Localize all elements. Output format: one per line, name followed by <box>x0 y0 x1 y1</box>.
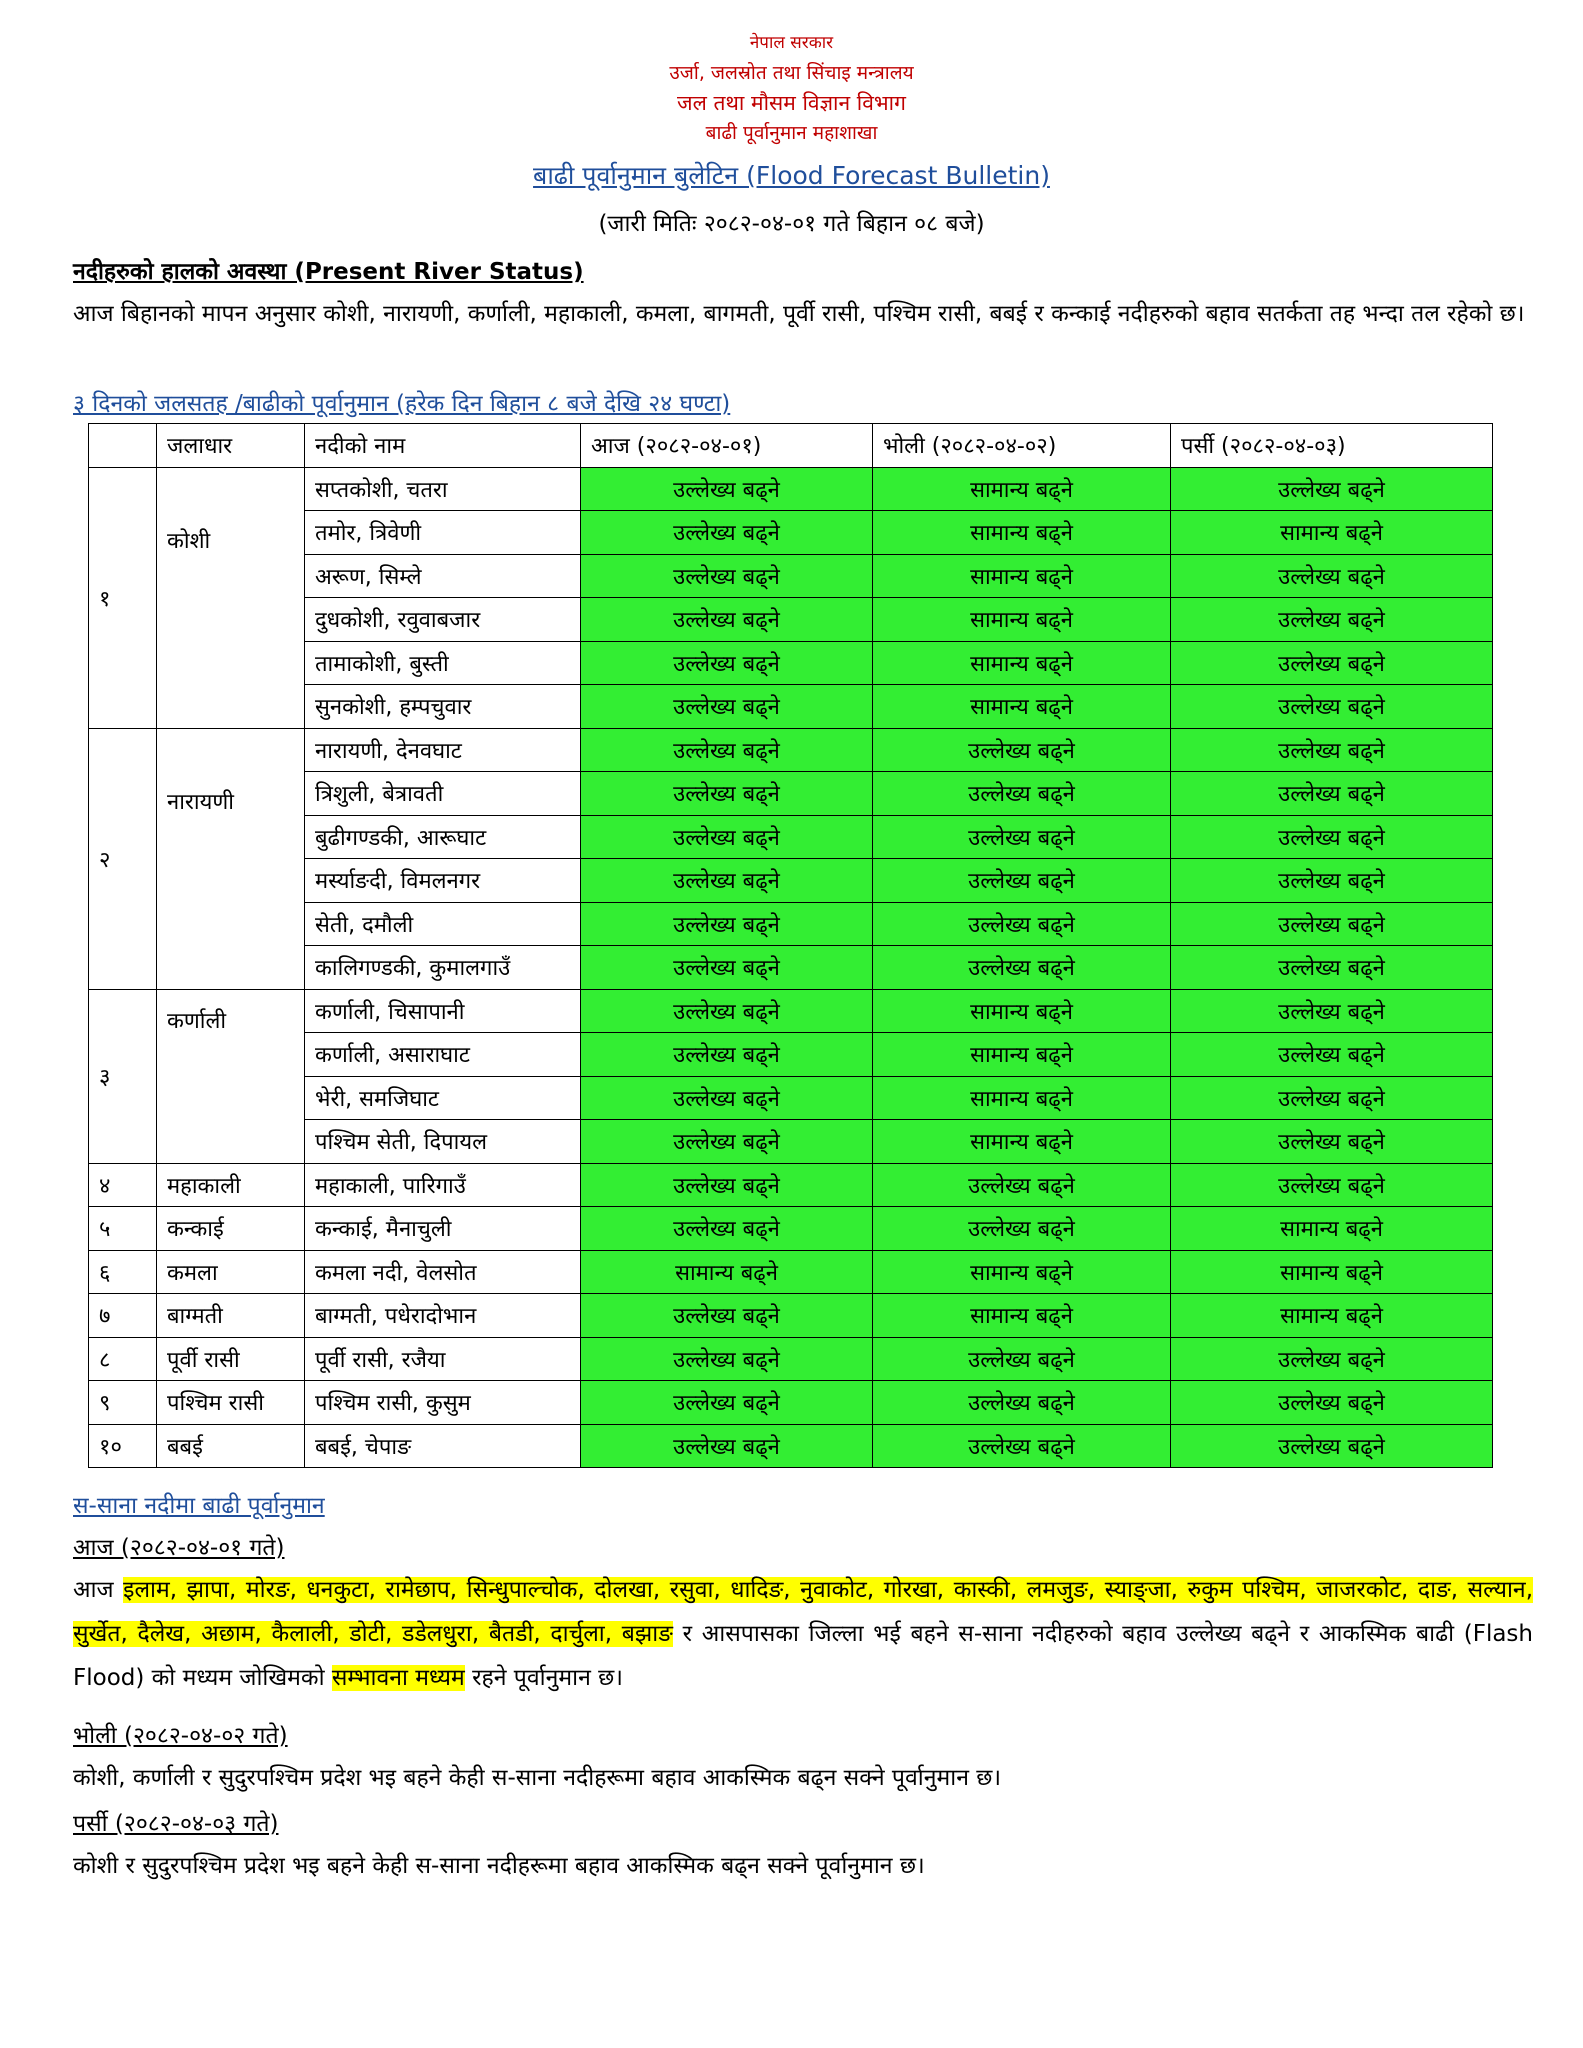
table-row <box>89 1381 1493 1425</box>
forecast-tomorrow: सामान्य बढ्ने <box>873 1076 1171 1120</box>
forecast-today: उल्लेख्य बढ्ने <box>581 728 873 772</box>
river-name: कन्काई, मैनाचुली <box>305 1207 581 1251</box>
basin-name: कन्काई <box>157 1207 305 1251</box>
basin-number: १ <box>89 467 157 728</box>
forecast-today: उल्लेख्य बढ्ने <box>581 1033 873 1077</box>
basin-number: ३ <box>89 989 157 1163</box>
basin-number: २ <box>89 728 157 989</box>
today-middle: र आसपासका जिल्ला भई बहने स-साना नदीहरुको बहाव उल्लेख्य बढ्ने र आकस्मिक बाढी (Flash Flood) को मध्यम जोखिमको <box>73 1621 1533 1691</box>
forecast-today: उल्लेख्य बढ्ने <box>581 554 873 598</box>
forecast-day-after: उल्लेख्य बढ्ने <box>1171 772 1493 816</box>
forecast-day-after: उल्लेख्य बढ्ने <box>1171 815 1493 859</box>
day-after-text: कोशी र सुदुरपश्चिम प्रदेश भइ बहने केही स-साना नदीहरूमा बहाव आकस्मिक बढ्न सक्ने पूर्वानुमान छ। <box>73 1853 925 1879</box>
forecast-today: उल्लेख्य बढ्ने <box>581 1163 873 1207</box>
forecast-today: उल्लेख्य बढ्ने <box>581 1120 873 1164</box>
forecast-tomorrow: सामान्य बढ्ने <box>873 641 1171 685</box>
river-name: पूर्वी रासी, रजैया <box>305 1337 581 1381</box>
forecast-tomorrow: उल्लेख्य बढ्ने <box>873 946 1171 990</box>
basin-name: कोशी <box>157 467 305 728</box>
river-name: नारायणी, देनवघाट <box>305 728 581 772</box>
forecast-tomorrow: उल्लेख्य बढ्ने <box>873 815 1171 859</box>
table-header-row <box>89 424 1493 468</box>
forecast-today: उल्लेख्य बढ्ने <box>581 511 873 555</box>
forecast-day-after: उल्लेख्य बढ्ने <box>1171 1033 1493 1077</box>
basin-number: ४ <box>89 1163 157 1207</box>
basin-number: १० <box>89 1424 157 1468</box>
river-name: त्रिशुली, बेत्रावती <box>305 772 581 816</box>
forecast-day-after: उल्लेख्य बढ्ने <box>1171 641 1493 685</box>
col-header-today: आज (२०८२-०४-०१) <box>581 424 873 468</box>
forecast-table <box>88 423 1493 1468</box>
forecast-today: उल्लेख्य बढ्ने <box>581 946 873 990</box>
basin-name: पूर्वी रासी <box>157 1337 305 1381</box>
letterhead <box>0 28 1583 148</box>
day-after-label: पर्सी (२०८२-०४-०३ गते) <box>73 1811 279 1837</box>
government-name: नेपाल सरकार <box>749 33 834 53</box>
forecast-tomorrow: उल्लेख्य बढ्ने <box>873 728 1171 772</box>
small-rivers-heading: स-साना नदीमा बाढी पूर्वानुमान <box>73 1493 325 1519</box>
forecast-heading: ३ दिनको जलसतह /बाढीको पूर्वानुमान (हरेक दिन बिहान ८ बजे देखि २४ घण्टा) <box>73 391 731 417</box>
forecast-day-after: उल्लेख्य बढ्ने <box>1171 554 1493 598</box>
forecast-tomorrow: उल्लेख्य बढ्ने <box>873 772 1171 816</box>
today-label: आज (२०८२-०४-०१ गते) <box>73 1535 285 1561</box>
tomorrow-label: भोली (२०८२-०४-०२ गते) <box>73 1723 288 1749</box>
river-name: तमोर, त्रिवेणी <box>305 511 581 555</box>
forecast-day-after: उल्लेख्य बढ्ने <box>1171 685 1493 729</box>
river-name: पश्चिम रासी, कुसुम <box>305 1381 581 1425</box>
basin-number: ७ <box>89 1294 157 1338</box>
river-name: कर्णाली, चिसापानी <box>305 989 581 1033</box>
forecast-today: उल्लेख्य बढ्ने <box>581 1294 873 1338</box>
table-row <box>89 728 1493 772</box>
forecast-tomorrow: सामान्य बढ्ने <box>873 1120 1171 1164</box>
forecast-day-after: उल्लेख्य बढ्ने <box>1171 1076 1493 1120</box>
river-name: बुढीगण्डकी, आरूघाट <box>305 815 581 859</box>
bulletin-title <box>0 158 1583 192</box>
forecast-tomorrow: सामान्य बढ्ने <box>873 989 1171 1033</box>
table-row <box>89 1294 1493 1338</box>
river-name: महाकाली, पारिगाउँ <box>305 1163 581 1207</box>
tomorrow-text: कोशी, कर्णाली र सुदुरपश्चिम प्रदेश भइ बहने केही स-साना नदीहरूमा बहाव आकस्मिक बढ्न सक्ने पूर्वानुमान छ। <box>73 1765 1002 1791</box>
today-suffix: रहने पूर्वानुमान छ। <box>464 1665 623 1691</box>
table-row <box>89 1207 1493 1251</box>
col-header-basin: जलाधार <box>157 424 305 468</box>
forecast-today: उल्लेख्य बढ्ने <box>581 1076 873 1120</box>
forecast-today: उल्लेख्य बढ्ने <box>581 685 873 729</box>
forecast-today: उल्लेख्य बढ्ने <box>581 859 873 903</box>
river-name: सेती, दमौली <box>305 902 581 946</box>
river-name: पश्चिम सेती, दिपायल <box>305 1120 581 1164</box>
col-header-day-after: पर्सी (२०८२-०४-०३) <box>1171 424 1493 468</box>
section-name: बाढी पूर्वानुमान महाशाखा <box>705 122 878 144</box>
basin-name: कमला <box>157 1250 305 1294</box>
district-list: इलाम, झापा, मोरङ, धनकुटा, रामेछाप, सिन्धुपाल्चोक, दोलखा, रसुवा, धादिङ, नुवाकोट, गोरखा, कास्की, लमजुङ, स्याङ्जा, रुकुम पश्चिम, जाजरकोट, दाङ, सल्यान, सुर्खेत, दैलेख, अछाम, कैलाली, डोटी, डडेलधुरा, बैतडी, दार्चुला, बझाङ <box>73 1577 1534 1647</box>
col-header-num <box>89 424 157 468</box>
forecast-tomorrow: सामान्य बढ्ने <box>873 685 1171 729</box>
basin-name: बाग्मती <box>157 1294 305 1338</box>
table-row <box>89 1424 1493 1468</box>
table-row <box>89 1250 1493 1294</box>
forecast-day-after: सामान्य बढ्ने <box>1171 1207 1493 1251</box>
river-name: कमला नदी, वेलसोत <box>305 1250 581 1294</box>
river-name: मर्स्याङदी, विमलनगर <box>305 859 581 903</box>
issue-date: (जारी मितिः २०८२-०४-०१ गते बिहान ०८ बजे) <box>598 211 985 237</box>
forecast-day-after: उल्लेख्य बढ्ने <box>1171 989 1493 1033</box>
basin-number: ८ <box>89 1337 157 1381</box>
today-text <box>73 1568 1533 1700</box>
department-name: जल तथा मौसम विज्ञान विभाग <box>677 91 906 115</box>
basin-name: पश्चिम रासी <box>157 1381 305 1425</box>
forecast-today: उल्लेख्य बढ्ने <box>581 989 873 1033</box>
river-name: बबई, चेपाङ <box>305 1424 581 1468</box>
river-name: कर्णाली, असाराघाट <box>305 1033 581 1077</box>
forecast-day-after: उल्लेख्य बढ्ने <box>1171 1381 1493 1425</box>
table-row <box>89 467 1493 511</box>
forecast-today: उल्लेख्य बढ्ने <box>581 1424 873 1468</box>
today-prefix: आज <box>73 1577 124 1603</box>
forecast-table-body <box>89 467 1493 1468</box>
forecast-tomorrow: उल्लेख्य बढ्ने <box>873 902 1171 946</box>
basin-number: ९ <box>89 1381 157 1425</box>
forecast-tomorrow: सामान्य बढ्ने <box>873 1250 1171 1294</box>
forecast-day-after: उल्लेख्य बढ्ने <box>1171 1424 1493 1468</box>
forecast-tomorrow: सामान्य बढ्ने <box>873 467 1171 511</box>
table-row <box>89 989 1493 1033</box>
bulletin-title-text: बाढी पूर्वानुमान बुलेटिन (Flood Forecast Bulletin) <box>533 161 1050 190</box>
likelihood-highlight: सम्भावना मध्यम <box>331 1665 465 1691</box>
river-name: सुनकोशी, हम्पचुवार <box>305 685 581 729</box>
forecast-day-after: उल्लेख्य बढ्ने <box>1171 946 1493 990</box>
forecast-day-after: उल्लेख्य बढ्ने <box>1171 467 1493 511</box>
col-header-tomorrow: भोली (२०८२-०४-०२) <box>873 424 1171 468</box>
forecast-today: उल्लेख्य बढ्ने <box>581 598 873 642</box>
forecast-day-after: उल्लेख्य बढ्ने <box>1171 902 1493 946</box>
forecast-tomorrow: उल्लेख्य बढ्ने <box>873 1163 1171 1207</box>
forecast-day-after: उल्लेख्य बढ्ने <box>1171 1337 1493 1381</box>
forecast-today: उल्लेख्य बढ्ने <box>581 772 873 816</box>
basin-name: बबई <box>157 1424 305 1468</box>
river-name: बाग्मती, पधेरादोभान <box>305 1294 581 1338</box>
forecast-today: उल्लेख्य बढ्ने <box>581 902 873 946</box>
forecast-tomorrow: उल्लेख्य बढ्ने <box>873 859 1171 903</box>
present-status-heading: नदीहरुको हालको अवस्था (Present River Status) <box>73 259 584 285</box>
forecast-day-after: सामान्य बढ्ने <box>1171 1250 1493 1294</box>
river-name: अरूण, सिम्ले <box>305 554 581 598</box>
forecast-today: उल्लेख्य बढ्ने <box>581 641 873 685</box>
basin-name: महाकाली <box>157 1163 305 1207</box>
forecast-tomorrow: उल्लेख्य बढ्ने <box>873 1381 1171 1425</box>
river-name: तामाकोशी, बुस्ती <box>305 641 581 685</box>
forecast-tomorrow: सामान्य बढ्ने <box>873 1033 1171 1077</box>
forecast-day-after: सामान्य बढ्ने <box>1171 511 1493 555</box>
river-name: सप्तकोशी, चतरा <box>305 467 581 511</box>
forecast-tomorrow: सामान्य बढ्ने <box>873 598 1171 642</box>
forecast-today: सामान्य बढ्ने <box>581 1250 873 1294</box>
forecast-tomorrow: सामान्य बढ्ने <box>873 1294 1171 1338</box>
forecast-tomorrow: उल्लेख्य बढ्ने <box>873 1337 1171 1381</box>
forecast-tomorrow: उल्लेख्य बढ्ने <box>873 1424 1171 1468</box>
basin-number: ५ <box>89 1207 157 1251</box>
forecast-today: उल्लेख्य बढ्ने <box>581 1381 873 1425</box>
forecast-day-after: उल्लेख्य बढ्ने <box>1171 598 1493 642</box>
forecast-tomorrow: सामान्य बढ्ने <box>873 511 1171 555</box>
basin-name: नारायणी <box>157 728 305 989</box>
river-name: दुधकोशी, रवुवाबजार <box>305 598 581 642</box>
forecast-day-after: उल्लेख्य बढ्ने <box>1171 859 1493 903</box>
ministry-name: उर्जा, जलस्रोत तथा सिंचाइ मन्त्रालय <box>669 62 914 84</box>
basin-number: ६ <box>89 1250 157 1294</box>
forecast-day-after: उल्लेख्य बढ्ने <box>1171 1120 1493 1164</box>
forecast-tomorrow: सामान्य बढ्ने <box>873 554 1171 598</box>
forecast-today: उल्लेख्य बढ्ने <box>581 1207 873 1251</box>
table-row <box>89 1163 1493 1207</box>
forecast-today: उल्लेख्य बढ्ने <box>581 467 873 511</box>
forecast-day-after: उल्लेख्य बढ्ने <box>1171 1163 1493 1207</box>
forecast-day-after: सामान्य बढ्ने <box>1171 1294 1493 1338</box>
present-status-text: आज बिहानको मापन अनुसार कोशी, नारायणी, कर्णाली, महाकाली, कमला, बागमती, पूर्वी रासी, पश्चिम रासी, बबई र कन्काई नदीहरुको बहाव सतर्कता तह भन्दा तल रहेको छ। <box>73 301 1525 327</box>
col-header-river: नदीको नाम <box>305 424 581 468</box>
forecast-today: उल्लेख्य बढ्ने <box>581 815 873 859</box>
river-name: भेरी, समजिघाट <box>305 1076 581 1120</box>
basin-name: कर्णाली <box>157 989 305 1163</box>
table-row <box>89 1337 1493 1381</box>
forecast-day-after: उल्लेख्य बढ्ने <box>1171 728 1493 772</box>
forecast-tomorrow: उल्लेख्य बढ्ने <box>873 1207 1171 1251</box>
river-name: कालिगण्डकी, कुमालगाउँ <box>305 946 581 990</box>
forecast-today: उल्लेख्य बढ्ने <box>581 1337 873 1381</box>
